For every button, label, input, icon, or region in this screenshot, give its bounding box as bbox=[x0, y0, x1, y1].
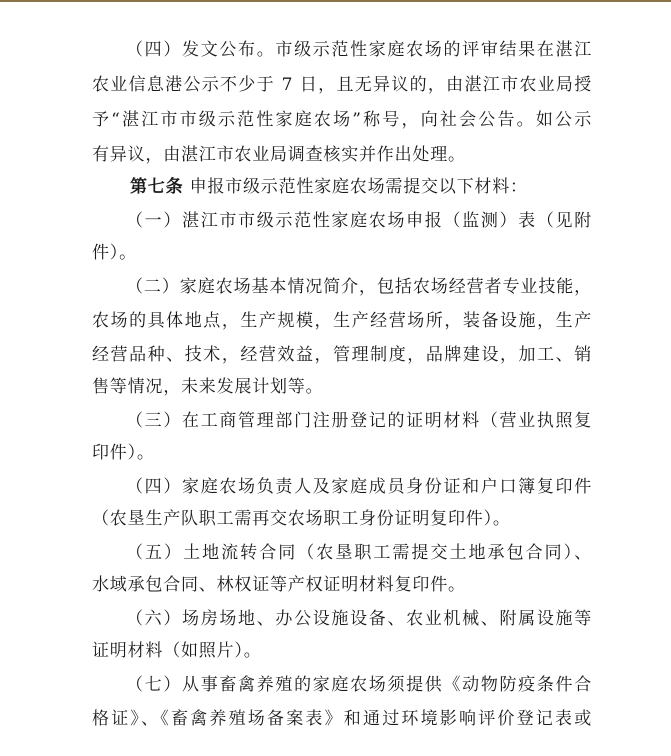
text-line: （四）家庭农场负责人及家庭成员身份证和户口簿复印件 bbox=[126, 477, 592, 497]
text-line: （七）从事畜禽养殖的家庭农场须提供《动物防疫条件合 bbox=[126, 675, 592, 695]
text-line: 有异议，由湛江市农业局调查核实并作出处理。 bbox=[92, 145, 466, 165]
text-line: 售等情况，未来发展计划等。 bbox=[92, 377, 324, 397]
text-line: （三）在工商管理部门注册登记的证明材料（营业执照复 bbox=[126, 411, 592, 431]
text-line: 证明材料（如照片）。 bbox=[92, 641, 262, 661]
article-number: 第七条 bbox=[130, 177, 184, 197]
article-text: 申报市级示范性家庭农场需提交以下材料： bbox=[183, 177, 528, 197]
text-line: 经营品种、技术，经营效益，管理制度，品牌建设，加工、销 bbox=[92, 345, 592, 365]
text-line: 水域承包合同、林权证等产权证明材料复印件。 bbox=[92, 575, 466, 595]
text-line: （一）湛江市市级示范性家庭农场申报（监测）表（见附 bbox=[126, 211, 592, 231]
text-line: 予“湛江市市级示范性家庭农场”称号，向社会公告。如公示 bbox=[92, 110, 592, 130]
text-line: 印件）。 bbox=[92, 443, 155, 463]
text-line: （四）发文公布。市级示范性家庭农场的评审结果在湛江 bbox=[126, 40, 592, 60]
text-line: （六）场房场地、办公设施设备、农业机械、附属设施等 bbox=[126, 609, 592, 629]
text-line: （二）家庭农场基本情况简介，包括农场经营者专业技能， bbox=[126, 277, 592, 297]
text-line: 农场的具体地点，生产规模，生产经营场所，装备设施，生产 bbox=[92, 311, 592, 331]
article-line bbox=[130, 172, 630, 202]
text-line: 件）。 bbox=[92, 243, 137, 263]
text-line: 格证》、《畜禽养殖场备案表》和通过环境影响评价登记表或 bbox=[92, 709, 592, 729]
text-line: （五）土地流转合同（农垦职工需提交土地承包合同）、 bbox=[126, 543, 592, 563]
text-line: （农垦生产队职工需再交农场职工身份证明复印件）。 bbox=[92, 509, 511, 529]
text-line: 农业信息港公示不少于 7 日，且无异议的，由湛江市农业局授 bbox=[92, 75, 592, 95]
